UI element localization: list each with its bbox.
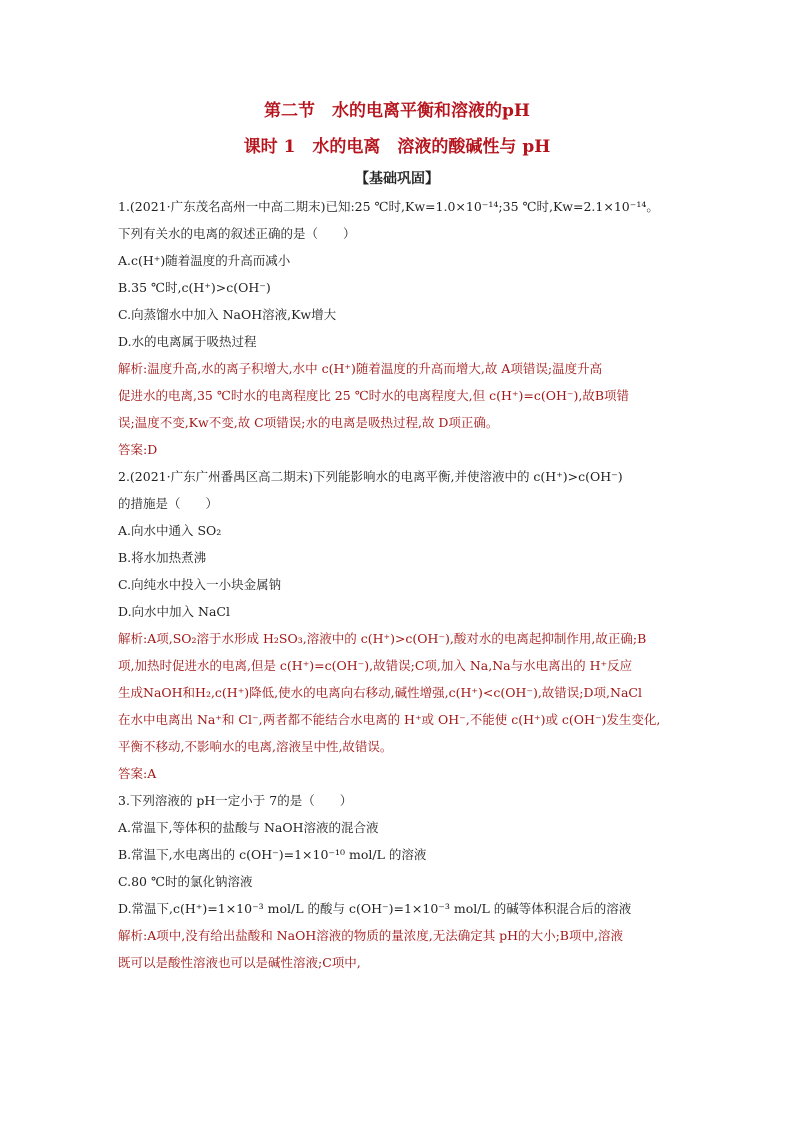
q2-option-a: A.向水中通入 SO₂: [118, 523, 222, 538]
q2-option-b: B.将水加热煮沸: [118, 550, 207, 565]
q1-analysis-line: 解析:温度升高,水的离子积增大,水中 c(H⁺)随着温度的升高而增大,故 A项错误;温度升高: [118, 361, 603, 376]
q2-analysis-line: 生成NaOH和H₂,c(H⁺)降低,使水的电离向右移动,碱性增强,c(H⁺)<c(OH⁻),故错误;D项,NaCl: [118, 685, 642, 700]
page-title: 第二节 水的电离平衡和溶液的pH: [264, 101, 530, 121]
q2-stem-line: 2.(2021·广东广州番禺区高二期末)下列能影响水的电离平衡,并使溶液中的 c(H⁺)>c(OH⁻): [118, 469, 623, 484]
q1-option-b: B.35 ℃时,c(H⁺)>c(OH⁻): [118, 280, 271, 295]
q1-option-d: D.水的电离属于吸热过程: [118, 334, 257, 349]
q3-option-b: B.常温下,水电离出的 c(OH⁻)=1×10⁻¹⁰ mol/L 的溶液: [118, 847, 427, 862]
q1-stem-line: 下列有关水的电离的叙述正确的是（ ）: [118, 226, 356, 241]
q2-analysis-line: 解析:A项,SO₂溶于水形成 H₂SO₃,溶液中的 c(H⁺)>c(OH⁻),酸对水的电离起抑制作用,故正确;B: [118, 631, 647, 646]
q2-answer: 答案:A: [118, 766, 157, 781]
q1-option-a: A.c(H⁺)随着温度的升高而减小: [118, 253, 291, 268]
page-subtitle: 课时 1 水的电离 溶液的酸碱性与 pH: [243, 137, 551, 157]
q2-analysis-line: 在水中电离出 Na⁺和 Cl⁻,两者都不能结合水电离的 H⁺或 OH⁻,不能使 c(H⁺)或 c(OH⁻)发生变化,: [118, 712, 661, 727]
q2-stem-line: 的措施是（ ）: [118, 496, 219, 511]
section-heading: 【基础巩固】: [355, 171, 439, 187]
q3-option-c: C.80 ℃时的氯化钠溶液: [118, 874, 253, 889]
q1-stem-line: 1.(2021·广东茂名高州一中高二期末)已知:25 ℃时,Kw=1.0×10⁻¹⁴;35 ℃时,Kw=2.1×10⁻¹⁴。: [118, 199, 659, 214]
q1-answer: 答案:D: [118, 442, 158, 457]
q3-analysis-line: 既可以是酸性溶液也可以是碱性溶液;C项中,: [118, 955, 361, 970]
q2-analysis-line: 平衡不移动,不影响水的电离,溶液呈中性,故错误。: [118, 739, 393, 754]
q2-analysis-line: 项,加热时促进水的电离,但是 c(H⁺)=c(OH⁻),故错误;C项,加入 Na,Na与水电离出的 H⁺反应: [118, 658, 633, 673]
q1-analysis-line: 误;温度不变,Kw不变,故 C项错误;水的电离是吸热过程,故 D项正确。: [118, 415, 499, 430]
q2-option-d: D.向水中加入 NaCl: [118, 604, 230, 619]
q3-option-a: A.常温下,等体积的盐酸与 NaOH溶液的混合液: [118, 820, 379, 835]
q3-stem-line: 3.下列溶液的 pH一定小于 7的是（ ）: [118, 793, 353, 808]
q1-option-c: C.向蒸馏水中加入 NaOH溶液,Kw增大: [118, 307, 337, 322]
q3-option-d: D.常温下,c(H⁺)=1×10⁻³ mol/L 的酸与 c(OH⁻)=1×10⁻³ mol/L 的碱等体积混合后的溶液: [118, 901, 632, 916]
q3-analysis-line: 解析:A项中,没有给出盐酸和 NaOH溶液的物质的量浓度,无法确定其 pH的大小;B项中,溶液: [118, 928, 623, 943]
q1-analysis-line: 促进水的电离,35 ℃时水的电离程度比 25 ℃时水的电离程度大,但 c(H⁺)=c(OH⁻),故B项错: [118, 388, 630, 403]
q2-option-c: C.向纯水中投入一小块金属钠: [118, 577, 282, 592]
